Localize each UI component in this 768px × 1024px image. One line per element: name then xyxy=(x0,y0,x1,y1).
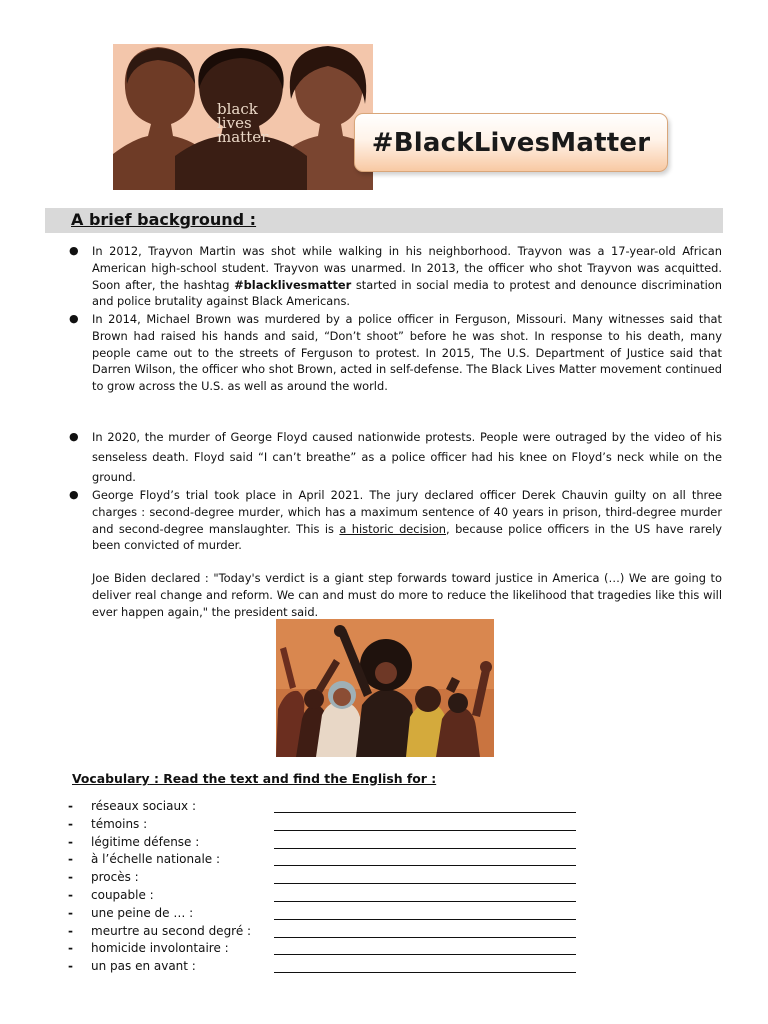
svg-text:matter.: matter. xyxy=(217,128,272,146)
background-list xyxy=(69,243,722,621)
vocab-term: une peine de … : xyxy=(91,905,194,920)
vocab-row: - procès : xyxy=(68,870,588,888)
vocab-term: témoins : xyxy=(91,816,148,831)
vocabulary-label: Vocabulary xyxy=(72,771,150,786)
hashtag-title: #BlackLivesMatter xyxy=(371,127,651,158)
vocab-row: - un pas en avant : xyxy=(68,959,588,977)
vocab-row: - coupable : xyxy=(68,888,588,906)
answer-line[interactable] xyxy=(274,830,576,831)
protest-illustration xyxy=(276,619,494,757)
answer-line[interactable] xyxy=(274,972,576,973)
bullet-icon: ● xyxy=(69,430,79,443)
section-header xyxy=(45,208,723,233)
image-caption: black xyxy=(217,100,258,118)
hashtag-banner xyxy=(354,113,668,172)
vocab-term: à l’échelle nationale : xyxy=(91,852,221,867)
list-item: ● In 2020, the murder of George Floyd caused nationwide protests. People were outraged by the video of his senseless death. Floyd said “I can’t breathe” as a police officer had his knee on Floyd’s neck while on the ground. xyxy=(72,427,722,487)
answer-line[interactable] xyxy=(274,883,576,884)
vocabulary-instruction: : Read the text and find the English for : xyxy=(149,771,437,786)
biden-quote: Joe Biden declared : "Today's verdict is a giant step forwards toward justice in America (…) We are going to deliver real change and reform. We can and must do more to reduce the likelihood that tragedies like this will ever happen again," the president said. xyxy=(92,571,722,619)
vocabulary-heading xyxy=(72,771,436,786)
list-item: ● In 2012, Trayvon Martin was shot while walking in his neighborhood. Trayvon was a 17-year-old African American high-school student. Trayvon was unarmed. In 2013, the officer who shot Trayvon was acquitted. Soon after, the hashtag #blacklivesmatter started in social media to protest and denounce discrimination and police brutality against Black Americans. xyxy=(69,244,722,309)
list-item: ● In 2014, Michael Brown was murdered by a police officer in Ferguson, Missouri. Many witnesses said that Brown had raised his hands and said, “Don’t shoot” before he was shot. In response to his death, many people came out to the streets of Ferguson to protest. In 2015, The U.S. Department of Justice said that Darren Wilson, the officer who shot Brown, acted in self-defense. The Black Lives Matter movement continued to grow across the U.S. as well as around the world. xyxy=(69,312,722,394)
vocabulary-list xyxy=(68,799,588,977)
vocab-term: légitime défense : xyxy=(91,834,200,849)
answer-line[interactable] xyxy=(274,848,576,849)
vocab-row: - réseaux sociaux : xyxy=(68,799,588,817)
answer-line[interactable] xyxy=(274,865,576,866)
vocab-term: meurtre au second degré : xyxy=(91,923,252,938)
answer-line[interactable] xyxy=(274,919,576,920)
vocab-row: - meurtre au second degré : xyxy=(68,924,588,942)
bullet-icon: ● xyxy=(69,488,79,501)
blm-illustration xyxy=(113,44,373,190)
list-item: ● George Floyd’s trial took place in April 2021. The jury declared officer Derek Chauvin guilty on all three charges : second-degree murder, which has a maximum sentence of 40 years in prison, third-degree murder and second-degree manslaughter. This is a historic decision, because police officers in the US have rarely been convicted of murder. Joe Biden declared : "Today's verdict is a giant step forwards toward justice in America (…) We are going to deliver real change and reform. We can and must do more to reduce the likelihood that tragedies like this will ever happen again," the president said. xyxy=(69,488,722,619)
svg-text:lives: lives xyxy=(217,114,252,132)
vocab-term: coupable : xyxy=(91,887,154,902)
bullet-icon: ● xyxy=(69,312,79,325)
historic-decision-link: a historic decision xyxy=(339,521,447,536)
answer-line[interactable] xyxy=(274,901,576,902)
answer-line[interactable] xyxy=(274,954,576,955)
section-title: A brief background : xyxy=(71,210,257,229)
vocab-term: homicide involontaire : xyxy=(91,941,229,956)
bullet-icon: ● xyxy=(69,244,79,257)
vocab-term: réseaux sociaux : xyxy=(91,799,197,813)
vocab-row: - légitime défense : xyxy=(68,835,588,853)
vocab-row: - à l’échelle nationale : xyxy=(68,852,588,870)
vocab-term: un pas en avant : xyxy=(91,959,196,974)
answer-line[interactable] xyxy=(274,937,576,938)
answer-line[interactable] xyxy=(274,812,576,813)
vocab-term: procès : xyxy=(91,870,139,885)
vocab-row: - témoins : xyxy=(68,817,588,835)
vocab-row: - une peine de … : xyxy=(68,906,588,924)
vocab-row: - homicide involontaire : xyxy=(68,941,588,959)
